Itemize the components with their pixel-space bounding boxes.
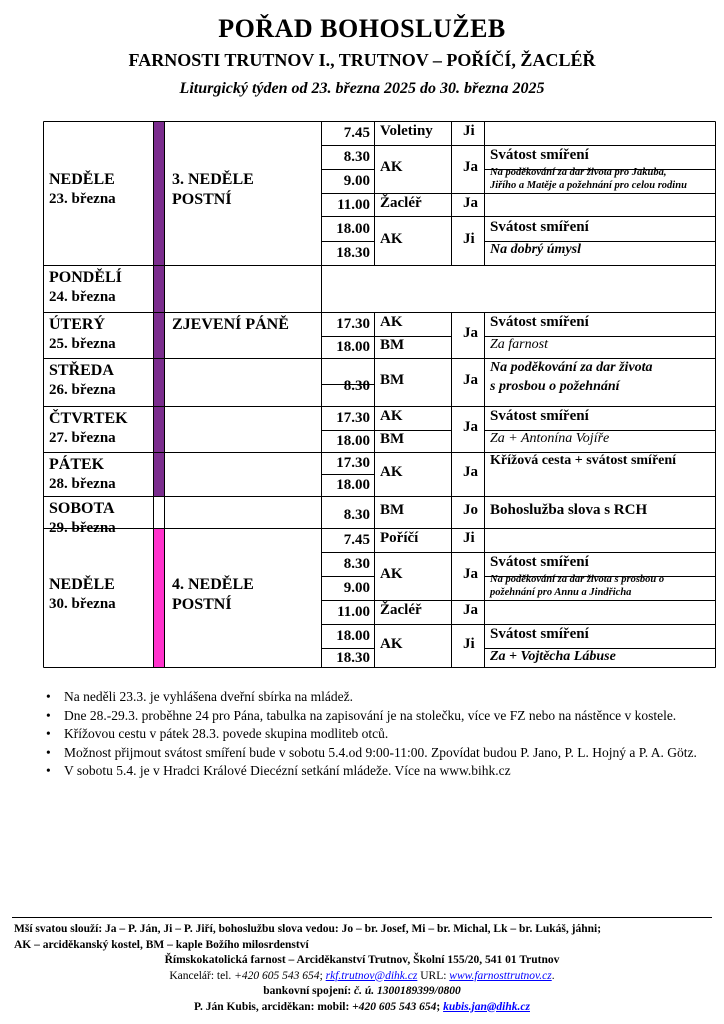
service-time: 17.30 <box>336 316 370 332</box>
announcements-list <box>44 688 704 781</box>
announcement-item <box>44 725 704 743</box>
bullet-icon: • <box>46 763 51 778</box>
service-place: BM <box>380 372 405 388</box>
day-name: ÚTERÝ <box>49 316 106 333</box>
mass-intention: Na poděkování za dar života pro Jakuba, <box>490 167 667 178</box>
celebrant: Ja <box>463 159 478 175</box>
service-place: Voletiny <box>380 123 433 139</box>
day-name: STŘEDA <box>49 362 114 379</box>
feast-name: 3. NEDĚLE <box>172 171 254 188</box>
bullet-icon: • <box>46 707 51 723</box>
day-date: 28. března <box>49 476 116 492</box>
bank-account: č. ú. 1300189399/0800 <box>354 985 461 997</box>
celebrant: Ja <box>463 372 478 388</box>
day-date: 25. března <box>49 336 116 352</box>
celebrant: Ja <box>463 464 478 480</box>
announcement-item <box>44 707 704 725</box>
announcement-item <box>44 744 704 762</box>
feast-name-2: POSTNÍ <box>172 596 232 613</box>
announcement-item <box>44 762 704 780</box>
celebrant: Ji <box>463 636 475 652</box>
mass-intention: Na poděkování za dar života <box>490 360 653 375</box>
service-place: AK <box>380 408 403 424</box>
day-date: 30. března <box>49 596 116 612</box>
announcement-text: Možnost přijmout svátost smíření bude v sobotu 5.4.od 9:00-11:00. Zpovídat budou P. Jano, P. L. Hojný a P. A. Götz. <box>64 744 697 760</box>
footer-divider <box>12 917 712 918</box>
service-place: AK <box>380 636 403 652</box>
mass-intention: Za farnost <box>490 337 548 352</box>
footer-legend-1: Mší svatou slouží: Ja – P. Ján, Ji – P. Jiří, bohoslužbu slova vedou: Jo – br. Josef, Mi – br. Michal, Lk – br. Lukáš, jáhni; <box>14 923 602 935</box>
day-name: NEDĚLE <box>49 171 115 188</box>
service-note: Svátost smíření <box>490 147 589 163</box>
service-place: Žacléř <box>380 602 422 618</box>
service-time: 18.00 <box>336 339 370 355</box>
priest-label: P. Ján Kubis, arciděkan: mobil: <box>194 1000 350 1013</box>
service-time: 9.00 <box>343 580 370 596</box>
url-end: . <box>551 969 555 982</box>
day-date: 26. března <box>49 382 116 398</box>
feast-name: ZJEVENÍ PÁNĚ <box>172 316 289 333</box>
service-place: Žacléř <box>380 194 422 211</box>
page-title: POŘAD BOHOSLUŽEB <box>218 14 506 43</box>
service-place: BM <box>380 431 405 447</box>
schedule-table <box>43 121 716 668</box>
service-time: 17.30 <box>336 455 370 471</box>
feast-name-2: POSTNÍ <box>172 191 232 208</box>
day-name: ČTVRTEK <box>49 410 128 427</box>
celebrant: Ja <box>463 566 478 582</box>
mass-intention: Na poděkování za dar života s prosbou o <box>490 574 665 585</box>
day-name: NEDĚLE <box>49 576 115 593</box>
bank-label: bankovní spojení: <box>263 985 352 997</box>
footer-priest <box>0 1000 724 1016</box>
celebrant: Ji <box>463 123 475 139</box>
priest-email-link[interactable]: kubis.jan@dihk.cz <box>443 1000 530 1013</box>
service-time: 8.30 <box>343 507 370 523</box>
website-link[interactable]: www.farnosttrutnov.cz <box>449 969 552 982</box>
announcement-item <box>44 688 704 706</box>
day-name: SOBOTA <box>49 500 115 517</box>
service-time: 7.45 <box>343 532 370 548</box>
mass-intention: Za + Antonína Vojíře <box>490 431 610 446</box>
service-time: 18.00 <box>336 220 370 237</box>
footer-address: Římskokatolická farnost – Arciděkanství Trutnov, Školní 155/20, 541 01 Trutnov <box>164 954 560 966</box>
service-time: 11.00 <box>337 196 370 213</box>
announcement-text: Na neděli 23.3. je vyhlášena dveřní sbírka na mládež. <box>64 689 354 704</box>
office-email-link[interactable]: rkf.trutnov@dihk.cz <box>325 969 418 982</box>
office-label: Kancelář: tel. <box>169 969 232 982</box>
footer-bank <box>0 984 724 1000</box>
mass-intention-line-2: s prosbou o požehnání <box>490 379 620 394</box>
office-sep: ; <box>319 969 323 982</box>
priest-phone: +420 605 543 654 <box>352 1000 437 1013</box>
footer <box>0 922 724 1015</box>
footer-office <box>0 969 724 985</box>
service-time: 18.00 <box>336 433 370 449</box>
service-time: 7.45 <box>343 125 370 141</box>
bullet-icon: • <box>46 744 51 760</box>
celebrant: Ja <box>463 419 478 435</box>
bullet-icon: • <box>46 689 51 704</box>
service-time: 18.00 <box>336 477 370 493</box>
announcement-text: Křížovou cestu v pátek 28.3. povede skupina modliteb otců. <box>64 726 389 741</box>
week-range: Liturgický týden od 23. března 2025 do 30. března 2025 <box>179 80 545 97</box>
mass-intention: Za + Vojtěcha Lábuse <box>490 649 616 664</box>
service-place: AK <box>380 314 403 330</box>
footer-legend-2: AK – arciděkanský kostel, BM – kaple Božího milosrdenství <box>14 938 309 951</box>
celebrant: Ja <box>463 194 478 211</box>
service-time: 9.00 <box>343 173 370 189</box>
service-place: AK <box>380 159 403 175</box>
mass-intention-line-2: Jiřího a Matěje a požehnání pro celou rodinu <box>490 180 687 191</box>
service-time: 8.30 <box>343 149 370 165</box>
announcement-text: V sobotu 5.4. je v Hradci Králové Diecézní setkání mládeže. Více na www.bihk.cz <box>64 763 511 778</box>
announcement-text: Dne 28.-29.3. proběhne 24 pro Pána, tabulka na zapisování je na stolečku, více ve FZ nebo na nástěnce v kostele. <box>64 707 677 723</box>
day-date: 24. března <box>49 289 116 305</box>
service-time: 18.00 <box>336 628 370 644</box>
service-note: Svátost smíření <box>490 314 589 330</box>
url-label: URL: <box>420 969 447 982</box>
service-place: AK <box>380 230 403 247</box>
service-time: 8.30 <box>343 378 370 394</box>
day-name: PÁTEK <box>49 456 105 473</box>
mass-intention: Na dobrý úmysl <box>490 242 581 257</box>
service-note: Svátost smíření <box>490 626 589 642</box>
service-time: 11.00 <box>337 604 370 620</box>
celebrant: Jo <box>463 502 478 518</box>
service-place: BM <box>380 502 405 518</box>
service-note: Křížová cesta + svátost smíření <box>490 453 677 468</box>
service-time: 8.30 <box>343 556 370 572</box>
parish-subtitle: FARNOSTI TRUTNOV I., TRUTNOV – POŘÍČÍ, ŽACLÉŘ <box>128 50 596 70</box>
service-time: 18.30 <box>336 650 370 666</box>
celebrant: Ja <box>463 325 478 341</box>
service-time: 18.30 <box>336 245 370 261</box>
celebrant: Ji <box>463 530 475 546</box>
service-note: Svátost smíření <box>490 554 589 570</box>
priest-sep: ; <box>436 1000 441 1013</box>
celebrant: Ji <box>463 230 475 247</box>
day-name: PONDĚLÍ <box>49 269 122 286</box>
service-place: AK <box>380 566 403 582</box>
day-date: 27. března <box>49 430 116 446</box>
service-place: Poříčí <box>380 530 419 546</box>
mass-intention-line-2: požehnání pro Annu a Jindřicha <box>490 587 632 598</box>
service-place: BM <box>380 337 405 353</box>
service-note: Svátost smíření <box>490 218 589 235</box>
service-note: Bohoslužba slova s RCH <box>490 502 648 518</box>
service-place: AK <box>380 464 403 480</box>
feast-name: 4. NEDĚLE <box>172 576 254 593</box>
service-time: 17.30 <box>336 410 370 426</box>
day-date: 23. března <box>49 191 116 207</box>
celebrant: Ja <box>463 602 478 618</box>
service-note: Svátost smíření <box>490 408 589 424</box>
bullet-icon: • <box>46 726 51 741</box>
office-phone: +420 605 543 654 <box>234 969 320 982</box>
day-date: 29. března <box>49 520 116 536</box>
